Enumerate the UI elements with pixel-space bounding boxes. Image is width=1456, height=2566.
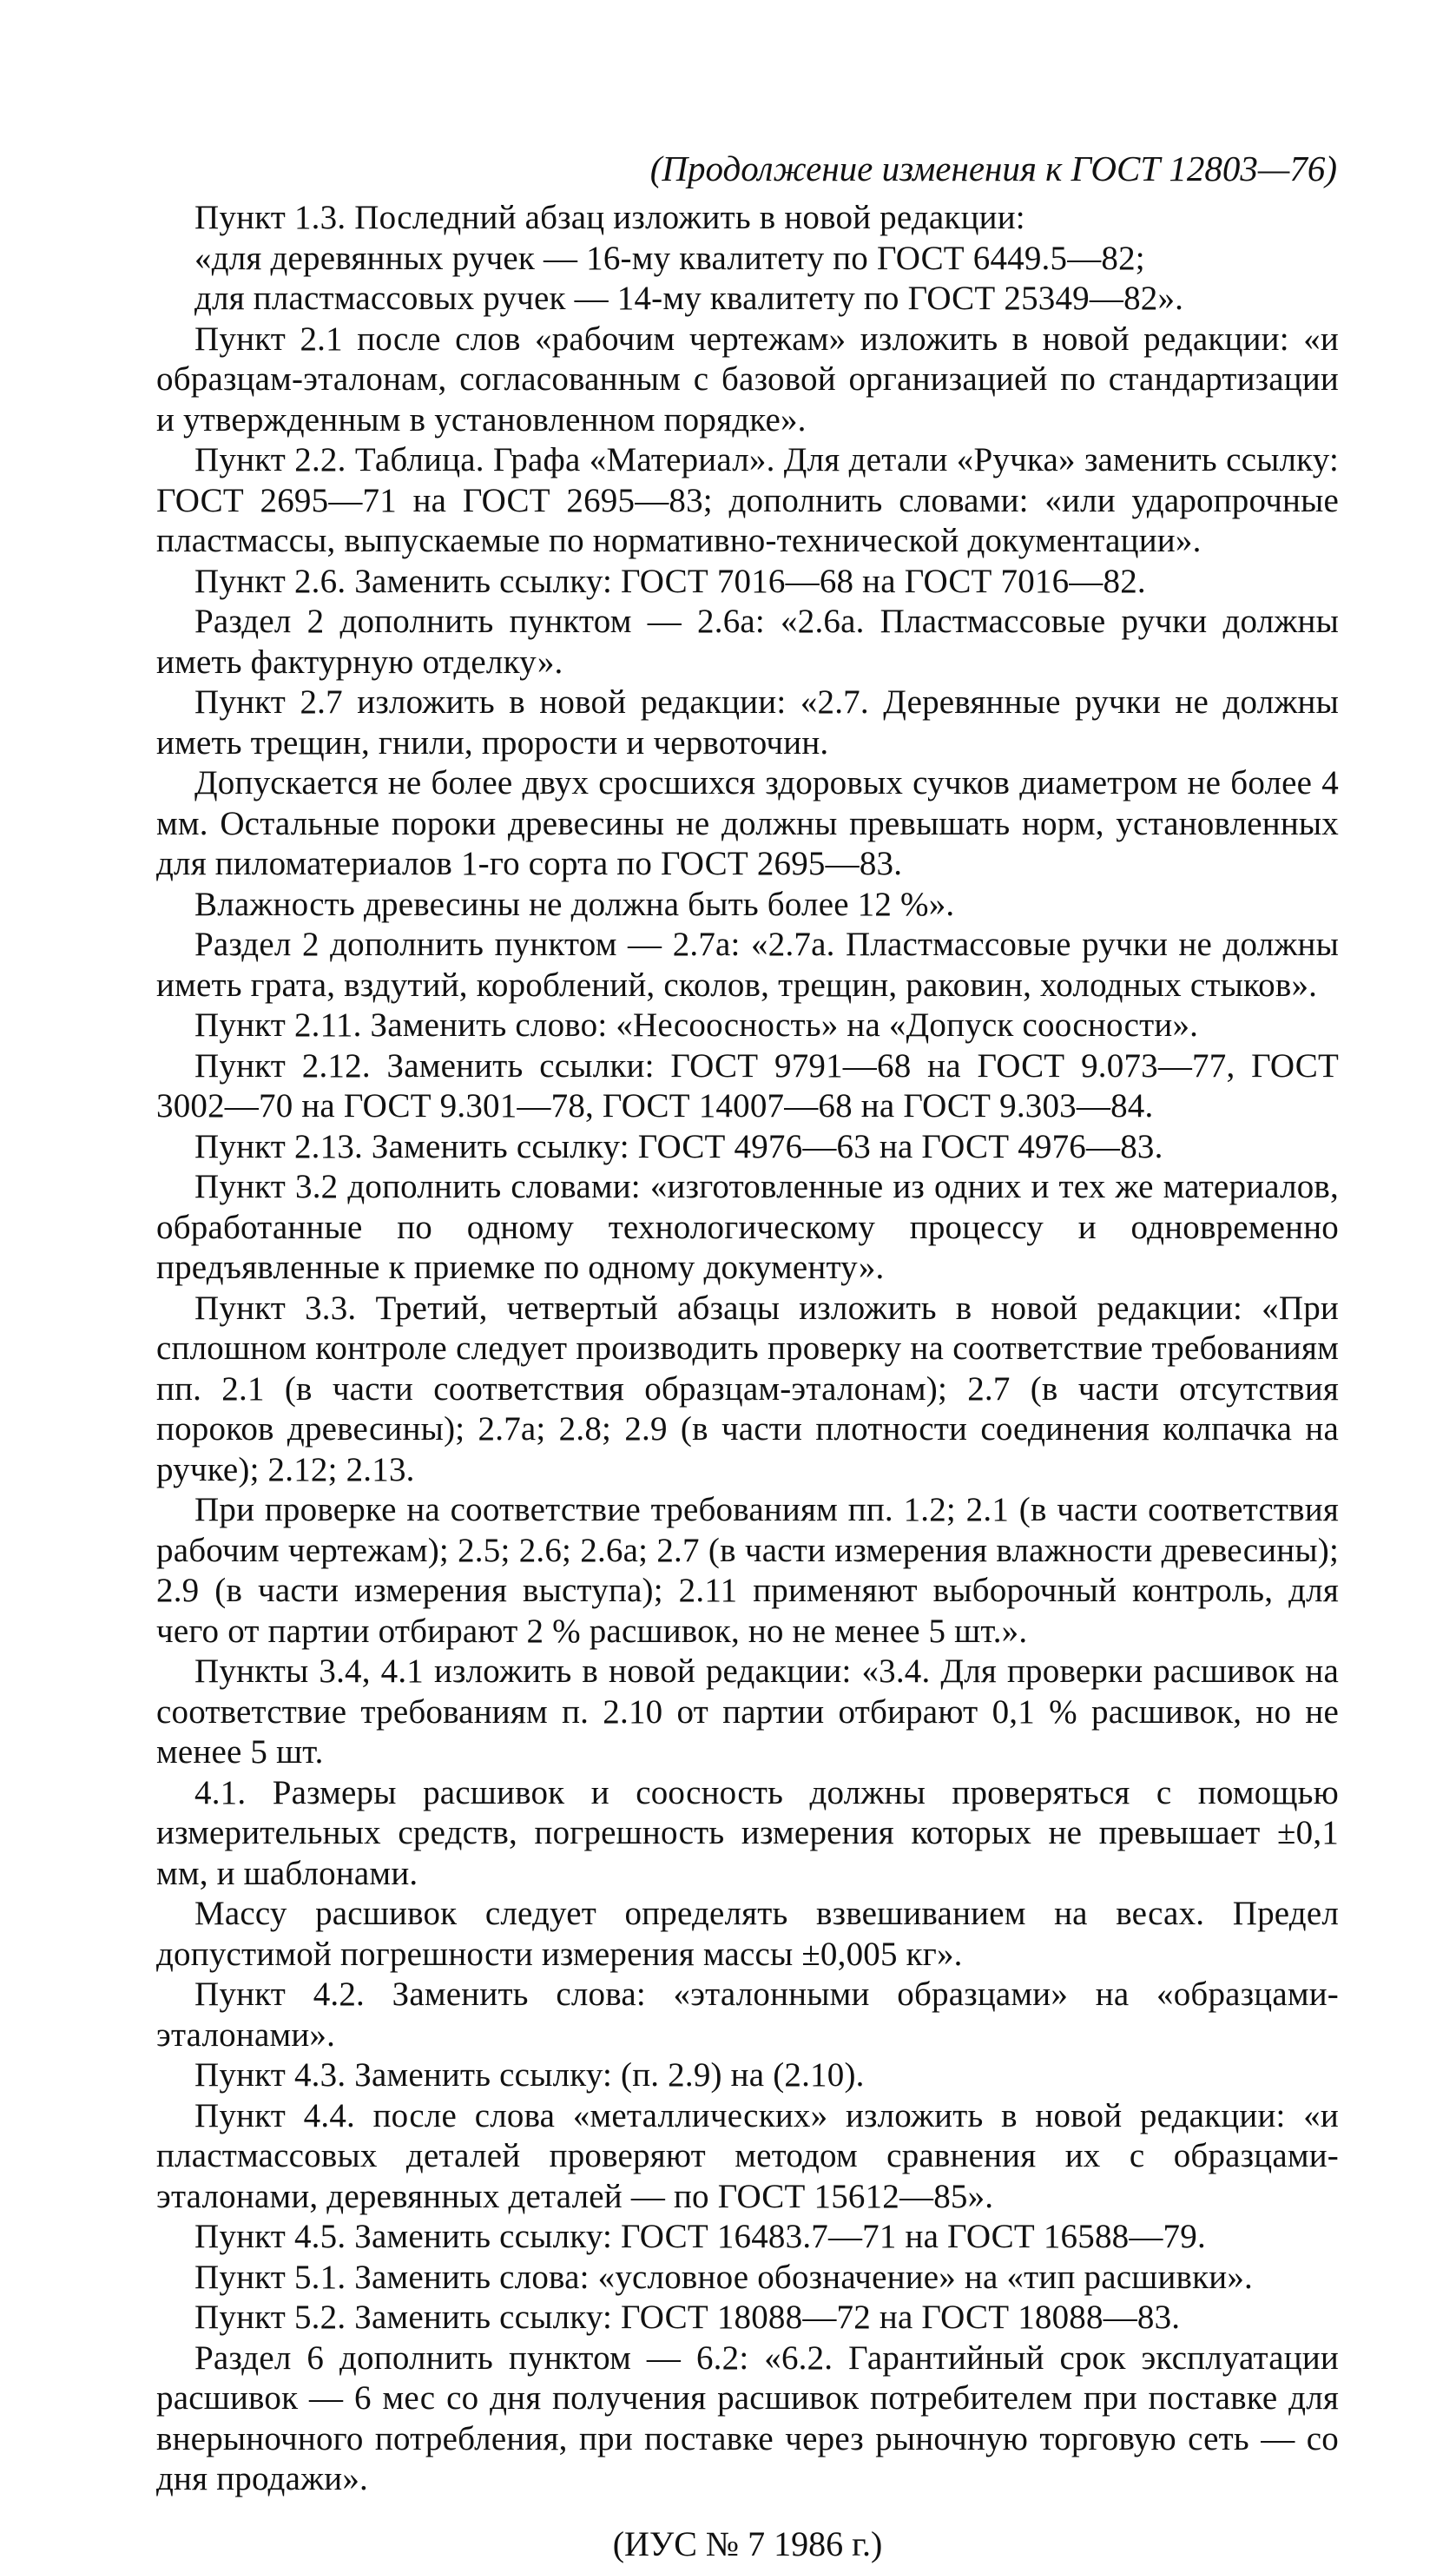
paragraph: Пункт 4.4. после слова «металлических» изложить в новой редакции: «и пластмассовых деталей проверяют методом сравнения их с образцами-эталонами, деревянных деталей — по ГОСТ 15612—85».: [156, 2096, 1339, 2215]
paragraph: 4.1. Размеры расшивок и соосность должны проверяться с помощью измерительных средств, погрешность измерения которых не превышает ±0,1 мм, и шаблонами.: [156, 1773, 1339, 1892]
paragraph: При проверке на соответствие требованиям пп. 1.2; 2.1 (в части соответствия рабочим чертежам); 2.5; 2.6; 2.6а; 2.7 (в части измерения влажности древесины); 2.9 (в части измерения выступа); 2.11 применяют выборочный контроль, для чего от партии отбирают 2 % расшивок, но не менее 5 шт.».: [156, 1491, 1339, 1650]
paragraph: Пункт 3.2 дополнить словами: «изготовленные из одних и тех же материалов, обработанные по одному технологическому процессу и одновременно предъявленные к приемке по одному документу».: [156, 1168, 1339, 1286]
paragraph: Пункт 2.1 после слов «рабочим чертежам» изложить в новой редакции: «и образцам-эталонам, согласованным с базовой организацией по стандартизации и утвержденным в установленном порядке».: [156, 320, 1339, 439]
paragraph: Пункт 1.3. Последний абзац изложить в новой редакции:: [194, 199, 1025, 236]
document-footer: (ИУС № 7 1986 г.): [612, 2523, 883, 2563]
paragraph: Пункт 4.3. Заменить ссылку: (п. 2.9) на (2.10).: [194, 2056, 865, 2094]
paragraph: Допускается не более двух сросшихся здоровых сучков диаметром не более 4 мм. Остальные пороки древесины не должны превышать норм, установленных для пиломатериалов 1-го сорта по ГОСТ 2695—83.: [156, 764, 1339, 882]
paragraph: Пункт 4.2. Заменить слова: «эталонными образцами» на «образцами-эталонами».: [156, 1976, 1339, 2054]
paragraph: Влажность древесины не должна быть более 12 %».: [194, 885, 955, 923]
paragraph: Пункт 2.13. Заменить ссылку: ГОСТ 4976—63 на ГОСТ 4976—83.: [194, 1127, 1163, 1165]
paragraph: Пункт 2.6. Заменить ссылку: ГОСТ 7016—68 на ГОСТ 7016—82.: [194, 562, 1146, 600]
paragraph: Пункты 3.4, 4.1 изложить в новой редакции: «3.4. Для проверки расшивок на соответствие требованиям п. 2.10 от партии отбирают 0,1 % расшивок, но не менее 5 шт.: [156, 1652, 1339, 1771]
paragraph: Пункт 2.12. Заменить ссылки: ГОСТ 9791—68 на ГОСТ 9.073—77, ГОСТ 3002—70 на ГОСТ 9.301—78, ГОСТ 14007—68 на ГОСТ 9.303—84.: [156, 1046, 1339, 1125]
paragraph: Пункт 3.3. Третий, четвертый абзацы изложить в новой редакции: «При сплошном контроле следует производить проверку на соответствие требованиям пп. 2.1 (в части соответствия образцам-эталонам); 2.7 (в части отсутствия пороков древесины); 2.7а; 2.8; 2.9 (в части плотности соединения колпачка на ручке); 2.12; 2.13.: [156, 1289, 1339, 1488]
paragraph: Массу расшивок следует определять взвешиванием на весах. Предел допустимой погрешности измерения массы ±0,005 кг».: [156, 1895, 1339, 1973]
paragraph: «для деревянных ручек — 16-му квалитету по ГОСТ 6449.5—82;: [194, 239, 1145, 277]
paragraph: Пункт 5.1. Заменить слова: «условное обозначение» на «тип расшивки».: [194, 2258, 1254, 2296]
paragraph: Раздел 2 дополнить пунктом — 2.6а: «2.6а. Пластмассовые ручки должны иметь фактурную отделку».: [156, 603, 1339, 681]
document-header: (Продолжение изменения к ГОСТ 12803—76): [649, 148, 1337, 188]
paragraph: Пункт 4.5. Заменить ссылку: ГОСТ 16483.7—71 на ГОСТ 16588—79.: [194, 2218, 1206, 2255]
paragraph: для пластмассовых ручек — 14-му квалитету по ГОСТ 25349—82».: [194, 280, 1184, 317]
document-body: [156, 146, 1339, 2566]
paragraph: Пункт 2.11. Заменить слово: «Несоосность» на «Допуск соосности».: [194, 1006, 1199, 1044]
paragraph: Пункт 2.7 изложить в новой редакции: «2.7. Деревянные ручки не должны иметь трещин, гнили, прорости и червоточин.: [156, 683, 1339, 762]
paragraph: Раздел 6 дополнить пунктом — 6.2: «6.2. Гарантийный срок эксплуатации расшивок — 6 мес со дня получения расшивок потребителем при поставке для внерыночного потребления, при поставке через рыночную торговую сеть — со дня продажи».: [156, 2338, 1339, 2497]
paragraph: Пункт 2.2. Таблица. Графа «Материал». Для детали «Ручка» заменить ссылку: ГОСТ 2695—71 на ГОСТ 2695—83; дополнить словами: «или ударопрочные пластмассы, выпускаемые по нормативно-технической документации».: [156, 441, 1339, 559]
paragraph: Раздел 2 дополнить пунктом — 2.7а: «2.7а. Пластмассовые ручки не должны иметь грата, вздутий, короблений, сколов, трещин, раковин, холодных стыков».: [156, 926, 1339, 1004]
paragraph: Пункт 5.2. Заменить ссылку: ГОСТ 18088—72 на ГОСТ 18088—83.: [194, 2299, 1181, 2336]
